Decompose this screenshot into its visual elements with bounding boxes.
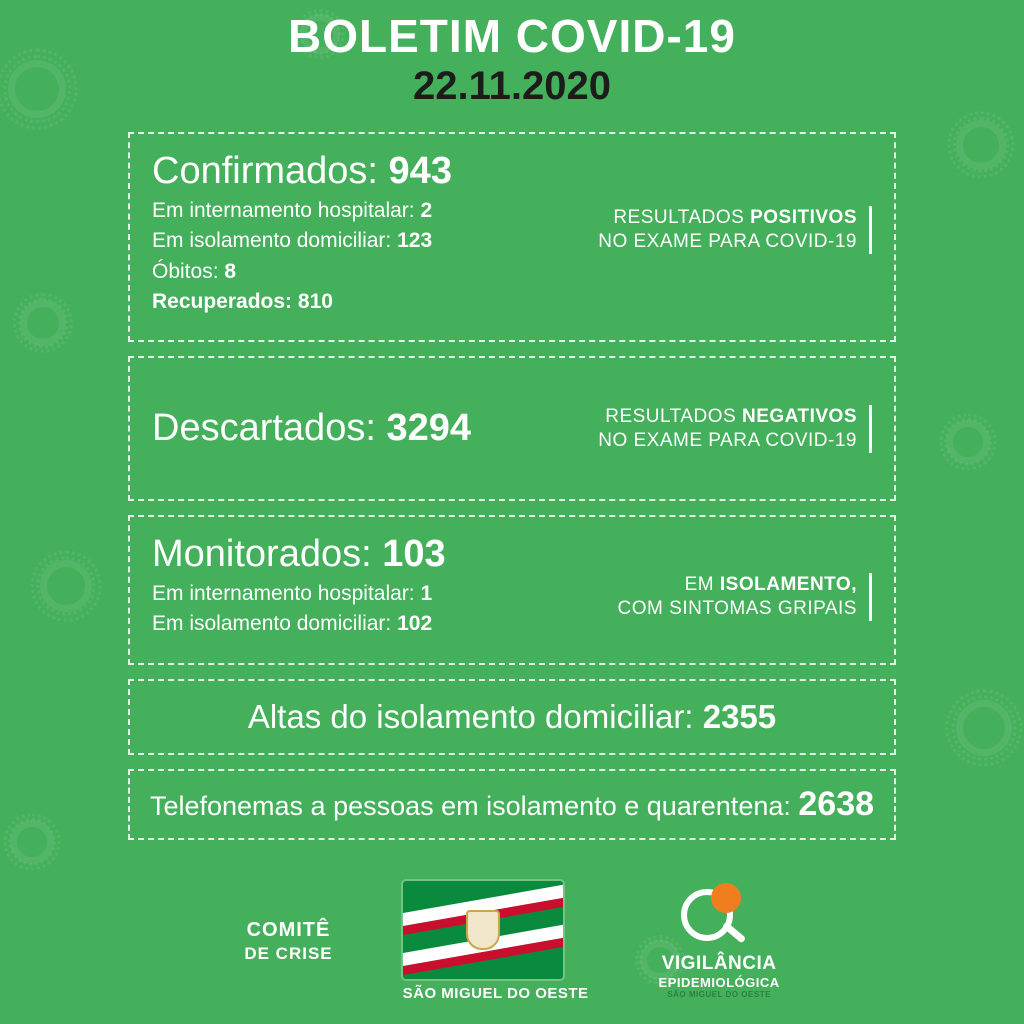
confirmed-line-hospital-label: Em internamento hospitalar: bbox=[152, 198, 415, 222]
vigilancia-line3: SÃO MIGUEL DO OESTE bbox=[667, 990, 771, 999]
discharges-label: Altas do isolamento domiciliar: bbox=[247, 698, 694, 736]
monitored-label: Monitorados: bbox=[152, 533, 372, 576]
section-discarded bbox=[128, 356, 896, 501]
discarded-note-line1-bold: NEGATIVOS bbox=[742, 406, 857, 428]
monitored-note-line1-bold: ISOLAMENTO, bbox=[719, 574, 857, 596]
confirmed-line-home-value: 123 bbox=[397, 229, 433, 253]
city-flag-block bbox=[403, 881, 589, 1002]
confirmed-line-deaths bbox=[152, 257, 452, 287]
poster-footer bbox=[0, 866, 1024, 1016]
discarded-headline bbox=[152, 405, 471, 453]
bulletin-date: 22.11.2020 bbox=[413, 64, 611, 109]
calls-headline bbox=[150, 785, 874, 824]
flag-crest-icon bbox=[466, 910, 500, 950]
calls-label: Telefonemas a pessoas em isolamento e quarentena: bbox=[149, 791, 791, 822]
committee-logo bbox=[244, 918, 332, 964]
poster-header bbox=[0, 0, 1024, 110]
virus-watermark-icon bbox=[40, 560, 92, 612]
calls-value: 2638 bbox=[798, 785, 875, 824]
monitored-note bbox=[618, 573, 872, 621]
discharges-headline bbox=[248, 698, 776, 736]
monitored-note-line1 bbox=[618, 573, 857, 597]
monitored-line-home-label: Em isolamento domiciliar: bbox=[152, 612, 392, 636]
confirmed-note-line2: NO EXAME PARA COVID-19 bbox=[598, 231, 857, 253]
section-confirmed bbox=[128, 132, 896, 342]
discarded-note-line1-plain: RESULTADOS bbox=[605, 406, 742, 428]
monitored-line-hospital bbox=[152, 579, 446, 609]
confirmed-line-recovered-value: 810 bbox=[297, 290, 333, 314]
virus-watermark-icon bbox=[956, 700, 1012, 756]
committee-line1: COMITÊ bbox=[246, 918, 331, 941]
monitored-stats bbox=[152, 531, 446, 639]
monitored-line-hospital-value: 1 bbox=[420, 581, 433, 605]
city-flag-icon bbox=[403, 881, 563, 979]
virus-watermark-icon bbox=[20, 300, 66, 346]
confirmed-line-deaths-label: Óbitos: bbox=[152, 259, 219, 283]
committee-line2: DE CRISE bbox=[244, 943, 333, 963]
section-calls bbox=[128, 769, 896, 840]
confirmed-line-hospital-value: 2 bbox=[420, 198, 433, 222]
confirmed-value: 943 bbox=[388, 150, 452, 193]
vigilancia-line2: EPIDEMIOLÓGICA bbox=[658, 975, 780, 990]
confirmed-note-line1-bold: POSITIVOS bbox=[750, 207, 857, 229]
confirmed-note bbox=[598, 206, 872, 254]
discarded-note-line1 bbox=[598, 405, 857, 429]
confirmed-label: Confirmados: bbox=[152, 150, 378, 193]
confirmed-note-line1-plain: RESULTADOS bbox=[613, 207, 751, 229]
vigilancia-logo bbox=[659, 883, 780, 999]
section-discharges bbox=[128, 679, 896, 755]
confirmed-note-line1 bbox=[598, 206, 857, 230]
vigilancia-line1: VIGILÂNCIA bbox=[661, 953, 777, 974]
confirmed-line-recovered bbox=[152, 287, 452, 317]
flag-caption: SÃO MIGUEL DO OESTE bbox=[402, 984, 589, 1002]
discarded-label: Descartados: bbox=[152, 407, 376, 450]
confirmed-line-home-label: Em isolamento domiciliar: bbox=[152, 229, 392, 253]
monitored-value: 103 bbox=[382, 533, 446, 576]
page-title: BOLETIM COVID-19 bbox=[288, 10, 736, 62]
discarded-note bbox=[598, 405, 872, 453]
confirmed-line-hospital bbox=[152, 196, 452, 226]
monitored-line-hospital-label: Em internamento hospitalar: bbox=[152, 581, 415, 605]
monitored-line-home-value: 102 bbox=[397, 612, 433, 636]
discarded-value: 3294 bbox=[386, 407, 471, 450]
virus-watermark-icon bbox=[10, 820, 54, 864]
section-monitored bbox=[128, 515, 896, 665]
confirmed-headline bbox=[152, 148, 452, 196]
confirmed-stats bbox=[152, 148, 452, 317]
monitored-line-home bbox=[152, 609, 446, 639]
confirmed-line-home bbox=[152, 226, 452, 256]
confirmed-line-recovered-label: Recuperados: bbox=[152, 290, 293, 314]
confirmed-line-deaths-value: 8 bbox=[224, 259, 237, 283]
monitored-headline bbox=[152, 531, 446, 579]
magnifier-icon bbox=[681, 883, 757, 949]
orange-dot-icon bbox=[711, 883, 741, 913]
discharges-value: 2355 bbox=[702, 698, 777, 736]
monitored-note-line1-plain: EM bbox=[684, 574, 720, 596]
monitored-note-line2: COM SINTOMAS GRIPAIS bbox=[617, 598, 857, 620]
discarded-note-line2: NO EXAME PARA COVID-19 bbox=[598, 429, 857, 451]
virus-watermark-icon bbox=[946, 420, 990, 464]
